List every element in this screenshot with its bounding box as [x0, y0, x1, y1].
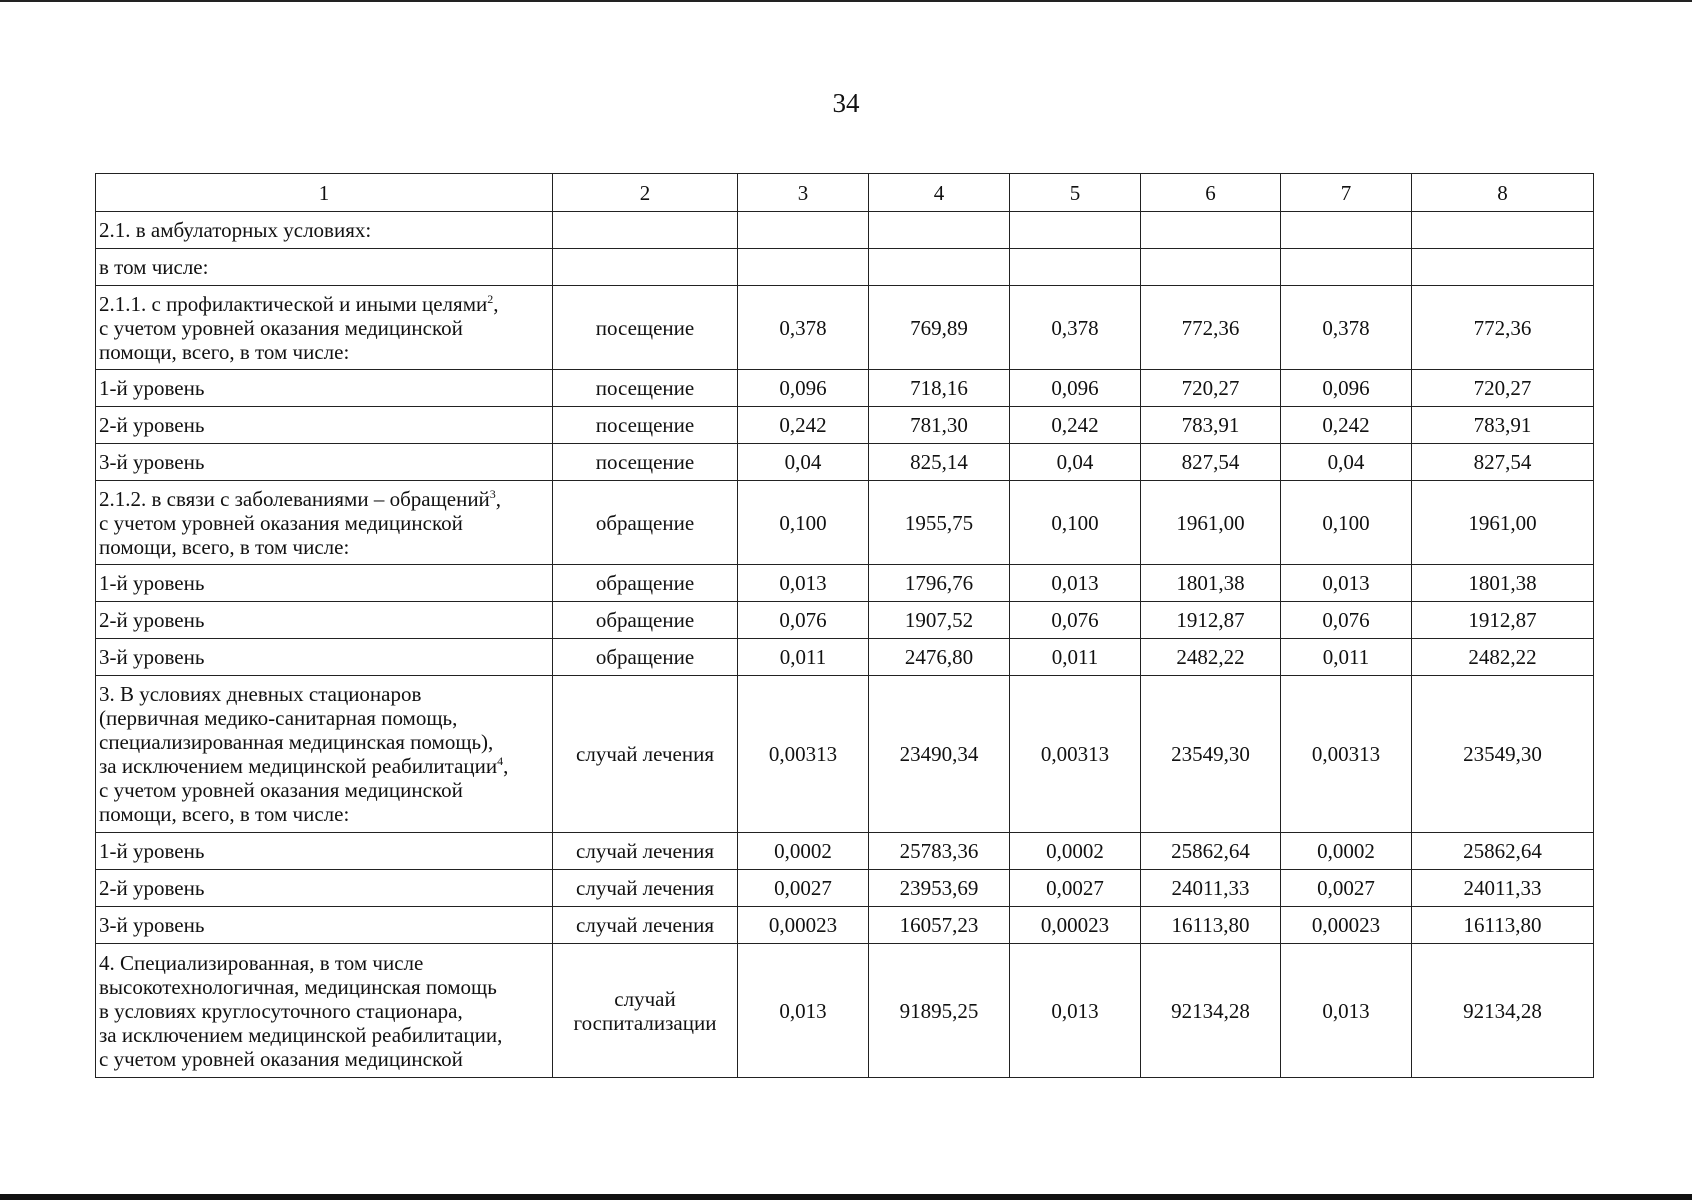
unit-cell: обращение [553, 565, 738, 602]
table-row [96, 407, 1594, 444]
table-row [96, 370, 1594, 407]
value-cell-col-3: 0,242 [738, 407, 869, 444]
table-row [96, 249, 1594, 286]
value-cell-col-4: 2476,80 [869, 639, 1010, 676]
value-cell-col-6: 1801,38 [1141, 565, 1281, 602]
value-cell-col-4: 23953,69 [869, 870, 1010, 907]
unit-cell: случай лечения [553, 676, 738, 833]
column-header-2: 2 [553, 174, 738, 212]
unit-cell: случай госпитализации [553, 944, 738, 1078]
row-label [96, 481, 553, 565]
value-cell-col-3: 0,100 [738, 481, 869, 565]
value-cell-col-4: 25783,36 [869, 833, 1010, 870]
row-label-text: 1-й уровень [99, 376, 205, 400]
value-cell-col-3: 0,378 [738, 286, 869, 370]
value-cell-col-3 [738, 249, 869, 286]
value-cell-col-3: 0,04 [738, 444, 869, 481]
table-row [96, 944, 1594, 1078]
value-cell-col-3: 0,076 [738, 602, 869, 639]
row-label [96, 602, 553, 639]
value-cell-col-5: 0,378 [1010, 286, 1141, 370]
value-cell-col-5: 0,096 [1010, 370, 1141, 407]
column-header-4: 4 [869, 174, 1010, 212]
table-row [96, 444, 1594, 481]
unit-cell: обращение [553, 639, 738, 676]
unit-cell [553, 249, 738, 286]
row-label-text: 3-й уровень [99, 913, 205, 937]
row-label-text: в том числе: [99, 255, 209, 279]
table-row [96, 676, 1594, 833]
value-cell-col-7: 0,0002 [1281, 833, 1412, 870]
value-cell-col-5: 0,00023 [1010, 907, 1141, 944]
value-cell-col-8: 1961,00 [1412, 481, 1594, 565]
column-header-3: 3 [738, 174, 869, 212]
row-label-text: 1-й уровень [99, 839, 205, 863]
value-cell-col-7: 0,04 [1281, 444, 1412, 481]
value-cell-col-4: 1907,52 [869, 602, 1010, 639]
value-cell-col-3: 0,0027 [738, 870, 869, 907]
value-cell-col-5 [1010, 249, 1141, 286]
unit-cell: обращение [553, 602, 738, 639]
row-label-continuation: , с учетом уровней оказания медицинской помощи, всего, в том числе: [99, 291, 499, 364]
row-label [96, 249, 553, 286]
table-row [96, 870, 1594, 907]
value-cell-col-5: 0,076 [1010, 602, 1141, 639]
table-row [96, 602, 1594, 639]
value-cell-col-6: 1961,00 [1141, 481, 1281, 565]
value-cell-col-7: 0,013 [1281, 565, 1412, 602]
row-label-continuation: , с учетом уровней оказания медицинской помощи, всего, в том числе: [99, 754, 509, 826]
row-label-text: 3-й уровень [99, 450, 205, 474]
value-cell-col-6: 24011,33 [1141, 870, 1281, 907]
value-cell-col-7: 0,013 [1281, 944, 1412, 1078]
row-label-text: 2.1. в амбулаторных условиях: [99, 218, 372, 242]
row-label-text: 3. В условиях дневных стационаров (первичная медико-санитарная помощь, специализированная медицинская помощь), за исключением медицинской реабилитации [99, 682, 498, 778]
row-label [96, 907, 553, 944]
value-cell-col-7: 0,100 [1281, 481, 1412, 565]
row-label-text: 2.1.2. в связи с заболеваниями – обращений [99, 486, 490, 511]
value-cell-col-5 [1010, 212, 1141, 249]
value-cell-col-8: 2482,22 [1412, 639, 1594, 676]
column-header-5: 5 [1010, 174, 1141, 212]
column-header-6: 6 [1141, 174, 1281, 212]
row-label-text: 2-й уровень [99, 413, 205, 437]
value-cell-col-3: 0,013 [738, 565, 869, 602]
unit-cell: случай лечения [553, 833, 738, 870]
value-cell-col-6: 827,54 [1141, 444, 1281, 481]
row-label [96, 370, 553, 407]
row-label-text: 2.1.1. с профилактической и иными целями [99, 291, 488, 316]
value-cell-col-3: 0,096 [738, 370, 869, 407]
value-cell-col-5: 0,04 [1010, 444, 1141, 481]
value-cell-col-6: 783,91 [1141, 407, 1281, 444]
row-label [96, 286, 553, 370]
value-cell-col-6: 720,27 [1141, 370, 1281, 407]
value-cell-col-8 [1412, 212, 1594, 249]
header-row [96, 174, 1594, 212]
value-cell-col-5: 0,242 [1010, 407, 1141, 444]
table-row [96, 833, 1594, 870]
value-cell-col-8: 783,91 [1412, 407, 1594, 444]
value-cell-col-4: 781,30 [869, 407, 1010, 444]
footnote-mark: 4 [497, 754, 504, 768]
row-label [96, 212, 553, 249]
value-cell-col-5: 0,013 [1010, 565, 1141, 602]
value-cell-col-8: 1912,87 [1412, 602, 1594, 639]
row-label-text: 4. Специализированная, в том числе высокотехнологичная, медицинская помощь в условиях круглосуточного стационара, за исключением медицинской реабилитации, с учетом уровней оказания медицинской [99, 950, 503, 1071]
value-cell-col-4: 1955,75 [869, 481, 1010, 565]
table-row [96, 907, 1594, 944]
scan-edge-top [0, 0, 1692, 2]
value-cell-col-7: 0,242 [1281, 407, 1412, 444]
value-cell-col-4: 16057,23 [869, 907, 1010, 944]
value-cell-col-8: 772,36 [1412, 286, 1594, 370]
table-row [96, 481, 1594, 565]
value-cell-col-8: 1801,38 [1412, 565, 1594, 602]
value-cell-col-6: 2482,22 [1141, 639, 1281, 676]
value-cell-col-5: 0,0002 [1010, 833, 1141, 870]
value-cell-col-4: 769,89 [869, 286, 1010, 370]
value-cell-col-3 [738, 212, 869, 249]
column-header-1: 1 [96, 174, 553, 212]
value-cell-col-8: 23549,30 [1412, 676, 1594, 833]
value-cell-col-8: 827,54 [1412, 444, 1594, 481]
column-header-7: 7 [1281, 174, 1412, 212]
value-cell-col-7: 0,011 [1281, 639, 1412, 676]
row-label-text: 2-й уровень [99, 876, 205, 900]
row-label [96, 444, 553, 481]
value-cell-col-8 [1412, 249, 1594, 286]
page-number: 34 [832, 88, 860, 118]
value-cell-col-7: 0,00023 [1281, 907, 1412, 944]
value-cell-col-6 [1141, 249, 1281, 286]
table-row [96, 286, 1594, 370]
value-cell-col-3: 0,0002 [738, 833, 869, 870]
value-cell-col-7: 0,00313 [1281, 676, 1412, 833]
value-cell-col-4: 23490,34 [869, 676, 1010, 833]
value-cell-col-6: 16113,80 [1141, 907, 1281, 944]
value-cell-col-7 [1281, 249, 1412, 286]
value-cell-col-6: 772,36 [1141, 286, 1281, 370]
row-label [96, 565, 553, 602]
row-label [96, 944, 553, 1078]
value-cell-col-4 [869, 212, 1010, 249]
value-cell-col-4: 91895,25 [869, 944, 1010, 1078]
value-cell-col-8: 16113,80 [1412, 907, 1594, 944]
value-cell-col-7: 0,096 [1281, 370, 1412, 407]
value-cell-col-5: 0,100 [1010, 481, 1141, 565]
unit-cell: случай лечения [553, 907, 738, 944]
table-row [96, 565, 1594, 602]
footnote-mark: 2 [487, 291, 494, 306]
value-cell-col-4: 825,14 [869, 444, 1010, 481]
row-label-continuation: , с учетом уровней оказания медицинской помощи, всего, в том числе: [99, 486, 502, 559]
unit-cell: посещение [553, 407, 738, 444]
footnote-mark: 3 [489, 486, 496, 501]
row-label [96, 639, 553, 676]
row-label-text: 3-й уровень [99, 645, 205, 669]
value-cell-col-6: 1912,87 [1141, 602, 1281, 639]
table-row [96, 639, 1594, 676]
value-cell-col-5: 0,0027 [1010, 870, 1141, 907]
value-cell-col-7: 0,378 [1281, 286, 1412, 370]
value-cell-col-3: 0,011 [738, 639, 869, 676]
value-cell-col-5: 0,011 [1010, 639, 1141, 676]
value-cell-col-6: 92134,28 [1141, 944, 1281, 1078]
value-cell-col-7: 0,076 [1281, 602, 1412, 639]
unit-cell: обращение [553, 481, 738, 565]
unit-cell [553, 212, 738, 249]
value-cell-col-4: 718,16 [869, 370, 1010, 407]
row-label-text: 2-й уровень [99, 608, 205, 632]
value-cell-col-3: 0,013 [738, 944, 869, 1078]
value-cell-col-8: 92134,28 [1412, 944, 1594, 1078]
row-label [96, 676, 553, 833]
value-cell-col-8: 720,27 [1412, 370, 1594, 407]
unit-cell: посещение [553, 370, 738, 407]
value-cell-col-8: 25862,64 [1412, 833, 1594, 870]
row-label [96, 870, 553, 907]
value-cell-col-7 [1281, 212, 1412, 249]
value-cell-col-3: 0,00313 [738, 676, 869, 833]
value-cell-col-5: 0,00313 [1010, 676, 1141, 833]
table-body [96, 212, 1594, 1078]
value-cell-col-4 [869, 249, 1010, 286]
unit-cell: случай лечения [553, 870, 738, 907]
row-label-text: 1-й уровень [99, 571, 205, 595]
column-header-8: 8 [1412, 174, 1594, 212]
scan-edge-bottom [0, 1194, 1692, 1200]
value-cell-col-4: 1796,76 [869, 565, 1010, 602]
value-cell-col-6: 25862,64 [1141, 833, 1281, 870]
value-cell-col-5: 0,013 [1010, 944, 1141, 1078]
unit-cell: посещение [553, 444, 738, 481]
value-cell-col-7: 0,0027 [1281, 870, 1412, 907]
unit-cell: посещение [553, 286, 738, 370]
row-label [96, 407, 553, 444]
value-cell-col-3: 0,00023 [738, 907, 869, 944]
value-cell-col-6 [1141, 212, 1281, 249]
value-cell-col-6: 23549,30 [1141, 676, 1281, 833]
row-label [96, 833, 553, 870]
table-row [96, 212, 1594, 249]
data-table [95, 173, 1594, 1078]
value-cell-col-8: 24011,33 [1412, 870, 1594, 907]
